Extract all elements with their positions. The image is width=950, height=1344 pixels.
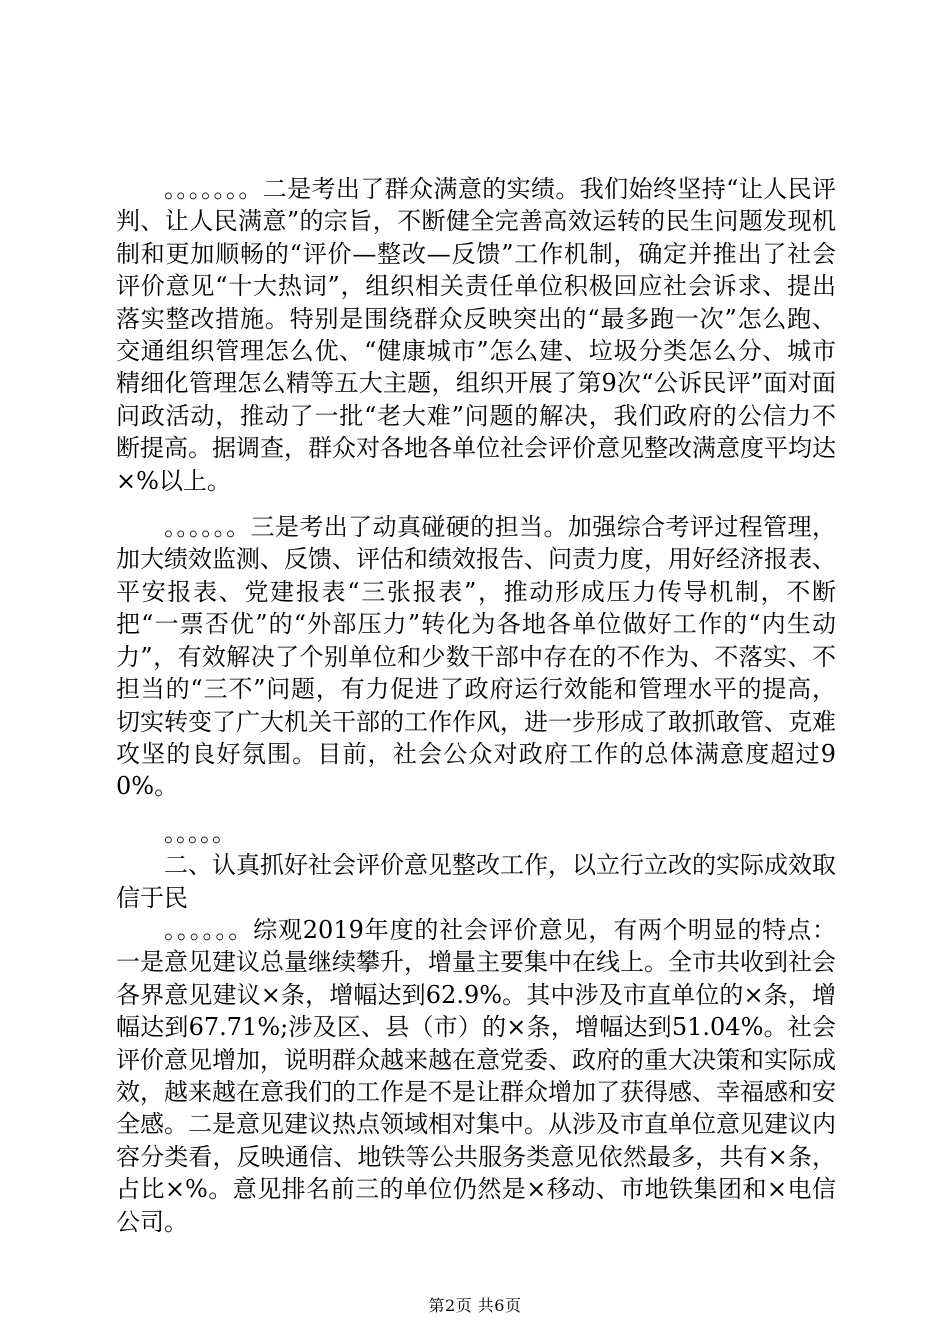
paragraph-public-satisfaction: 。。。。。。。二是考出了群众满意的实绩。我们始终坚持“让人民评判、让人民满意”的宗旨，不断健全完善高效运转的民生问题发现机制和更加顺畅的“评价—整改—反馈”工作机制，确定并推出了社会评价意见“十大热词”，组织相关责任单位积极回应社会诉求、提出落实整改措施。特别是围绕群众反映突出的“最多跑一次”怎么跑、交通组织管理怎么优、“健康城市”怎么建、垃圾分类怎么分、城市精细化管理怎么精等五大主题，组织开展了第9次“公诉民评”面对面问政活动，推动了一批“老大难”问题的解决，我们政府的公信力不断提高。据调查，群众对各地各单位社会评价意见整改满意度平均达×%以上。: [116, 175, 836, 495]
paragraph-gap: [116, 497, 836, 511]
paragraph-separator-dots: 。。。。。: [164, 818, 236, 847]
section-heading: 二、认真抓好社会评价意见整改工作，以立行立改的实际成效取信于民: [116, 851, 836, 912]
paragraph-evaluation-overview: 。。。。。。综观2019年度的社会评价意见，有两个明显的特点：一是意见建议总量继续攀升，增量主要集中在线上。全市共收到社会各界意见建议×条，增幅达到62.9%。其中涉及市直单位的×条，增幅达到67.71%;涉及区、县（市）的×条，增幅达到51.04%。社会评价意见增加，说明群众越来越在意党委、政府的重大决策和实际成效，越来越在意我们的工作是不是让群众增加了获得感、幸福感和安全感。二是意见建议热点领域相对集中。从涉及市直单位意见建议内容分类看，反映通信、地铁等公共服务类意见依然最多，共有×条，占比×%。意见排名前三的单位仍然是×移动、市地铁集团和×电信公司。: [116, 915, 836, 1236]
paragraph-responsibility: 。。。。。。三是考出了动真碰硬的担当。加强综合考评过程管理，加大绩效监测、反馈、评估和绩效报告、问责力度，用好经济报表、平安报表、党建报表“三张报表”，推动形成压力传导机制，不断把“一票否优”的“外部压力”转化为各地各单位做好工作的“内生动力”，有效解决了个别单位和少数干部中存在的不作为、不落实、不担当的“三不”问题，有力促进了政府运行效能和管理水平的提高，切实转变了广大机关干部的工作作风，进一步形成了敢抓敢管、克难攻坚的良好氛围。目前，社会公众对政府工作的总体满意度超过90%。: [116, 513, 836, 801]
page-number-footer: 第2页 共6页: [428, 1296, 522, 1315]
document-body: [116, 173, 836, 1238]
paragraph-gap: [116, 803, 836, 817]
